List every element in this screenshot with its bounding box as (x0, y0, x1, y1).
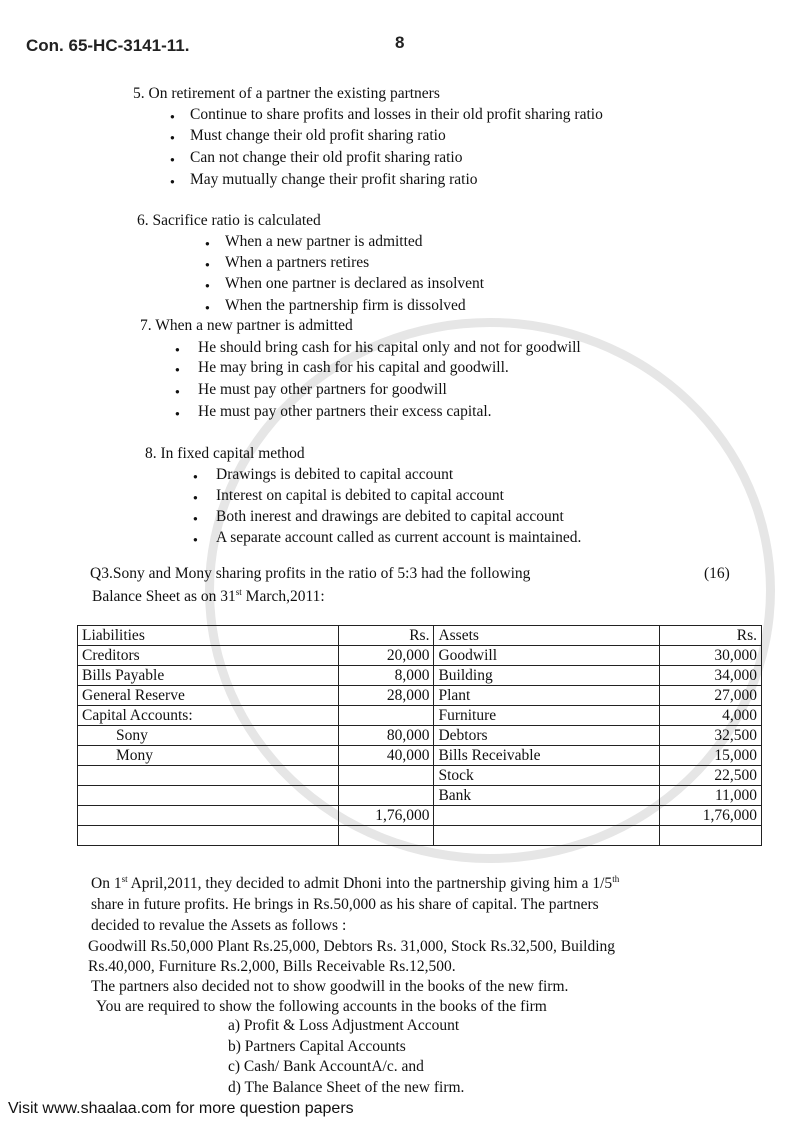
table-cell (338, 826, 434, 846)
table-cell: 28,000 (338, 686, 434, 706)
paragraph-line: Goodwill Rs.50,000 Plant Rs.25,000, Debtors Rs. 31,000, Stock Rs.32,500, Building (88, 938, 616, 955)
balance-sheet-table (77, 625, 762, 846)
question-title: 6. Sacrifice ratio is calculated (137, 212, 321, 229)
paragraph-line: The partners also decided not to show goodwill in the books of the new firm. (91, 978, 569, 995)
question-option: Both inerest and drawings are debited to capital account (216, 508, 564, 525)
table-header-row (78, 626, 762, 646)
paragraph-line: You are required to show the following accounts in the books of the firm (96, 998, 547, 1015)
table-cell: Furniture (434, 706, 660, 726)
bullet-icon: ● (175, 365, 180, 374)
table-cell: 8,000 (338, 666, 434, 686)
table-cell: 30,000 (660, 646, 762, 666)
table-row (78, 646, 762, 666)
table-row (78, 806, 762, 826)
question-option: Can not change their old profit sharing ratio (190, 149, 463, 166)
question-option: When the partnership firm is dissolved (225, 297, 466, 314)
table-cell: Plant (434, 686, 660, 706)
question-option: When one partner is declared as insolvent (225, 275, 485, 292)
table-cell: General Reserve (78, 686, 339, 706)
table-cell: Goodwill (434, 646, 660, 666)
bullet-icon: ● (193, 472, 198, 481)
table-row (78, 766, 762, 786)
footer-text: Visit www.shaalaa.com for more question papers (8, 1100, 354, 1117)
question-option: Interest on capital is debited to capital account (216, 487, 504, 504)
task-item: a) Profit & Loss Adjustment Account (228, 1017, 460, 1034)
bullet-icon: ● (193, 514, 198, 523)
question-option: He must pay other partners for goodwill (198, 381, 447, 398)
table-cell: 4,000 (660, 706, 762, 726)
table-cell: Capital Accounts: (78, 706, 339, 726)
bullet-icon: ● (170, 133, 175, 142)
table-cell: Assets (434, 626, 660, 646)
paper-code: Con. 65-HC-3141-11. (26, 36, 190, 55)
table-cell: 1,76,000 (338, 806, 434, 826)
table-cell: Debtors (434, 726, 660, 746)
question-option: Continue to share profits and losses in their old profit sharing ratio (190, 106, 603, 123)
question-option: Drawings is debited to capital account (216, 466, 454, 483)
table-cell: Mony (78, 746, 339, 766)
question-option: A separate account called as current account is maintained. (216, 529, 582, 546)
table-cell (338, 766, 434, 786)
bullet-icon: ● (205, 281, 210, 290)
table-cell (434, 826, 660, 846)
question-option: He should bring cash for his capital only and not for goodwill (198, 339, 581, 356)
question-title: 5. On retirement of a partner the existing partners (133, 85, 440, 102)
bullet-icon: ● (193, 535, 198, 544)
question-option: He must pay other partners their excess capital. (198, 403, 492, 420)
q3-marks: (16) (704, 565, 730, 582)
table-row (78, 666, 762, 686)
q3-line2: Balance Sheet as on 31st March,2011: (92, 587, 325, 606)
question-title: 8. In fixed capital method (145, 445, 305, 462)
bullet-icon: ● (175, 387, 180, 396)
question-option: When a partners retires (225, 254, 370, 271)
bullet-icon: ● (205, 303, 210, 312)
page-number: 8 (395, 33, 405, 52)
table-row (78, 706, 762, 726)
table-row (78, 746, 762, 766)
table-cell: 27,000 (660, 686, 762, 706)
task-item: b) Partners Capital Accounts (228, 1038, 406, 1055)
question-option: May mutually change their profit sharing ratio (190, 171, 478, 188)
table-cell: Bank (434, 786, 660, 806)
task-item: d) The Balance Sheet of the new firm. (228, 1079, 465, 1096)
table-cell: 11,000 (660, 786, 762, 806)
table-row (78, 826, 762, 846)
table-cell (78, 786, 339, 806)
table-cell: Liabilities (78, 626, 339, 646)
table-cell: 15,000 (660, 746, 762, 766)
table-cell (434, 806, 660, 826)
table-cell: Rs. (338, 626, 434, 646)
bullet-icon: ● (193, 493, 198, 502)
table-cell: 34,000 (660, 666, 762, 686)
table-row (78, 786, 762, 806)
table-cell: 40,000 (338, 746, 434, 766)
table-cell (338, 706, 434, 726)
table-cell: Rs. (660, 626, 762, 646)
table-cell: 32,500 (660, 726, 762, 746)
table-cell (660, 826, 762, 846)
table-cell: Bills Receivable (434, 746, 660, 766)
bullet-icon: ● (205, 260, 210, 269)
table-cell: 20,000 (338, 646, 434, 666)
table-cell (78, 766, 339, 786)
table-cell: Sony (78, 726, 339, 746)
table-row (78, 726, 762, 746)
table-cell (338, 786, 434, 806)
bullet-icon: ● (205, 239, 210, 248)
question-option: He may bring in cash for his capital and goodwill. (198, 359, 509, 376)
table-cell (78, 826, 339, 846)
table-cell: Stock (434, 766, 660, 786)
paragraph-line: decided to revalue the Assets as follows : (91, 917, 347, 934)
bullet-icon: ● (175, 409, 180, 418)
paragraph-line: share in future profits. He brings in Rs.50,000 as his share of capital. The partners (91, 896, 599, 913)
q3-line1: Q3.Sony and Mony sharing profits in the ratio of 5:3 had the following (90, 565, 531, 582)
table-cell: 22,500 (660, 766, 762, 786)
table-cell: Bills Payable (78, 666, 339, 686)
question-option: Must change their old profit sharing ratio (190, 127, 446, 144)
question-title: 7. When a new partner is admitted (140, 317, 353, 334)
bullet-icon: ● (170, 155, 175, 164)
table-row (78, 686, 762, 706)
question-option: When a new partner is admitted (225, 233, 423, 250)
bullet-icon: ● (170, 112, 175, 121)
paragraph-line: On 1st April,2011, they decided to admit Dhoni into the partnership giving him a 1/5th (91, 874, 620, 893)
bullet-icon: ● (170, 177, 175, 186)
table-cell: Building (434, 666, 660, 686)
table-cell: Creditors (78, 646, 339, 666)
task-item: c) Cash/ Bank AccountA/c. and (228, 1058, 424, 1075)
table-cell: 1,76,000 (660, 806, 762, 826)
table-cell: 80,000 (338, 726, 434, 746)
table-cell (78, 806, 339, 826)
bullet-icon: ● (175, 345, 180, 354)
paragraph-line: Rs.40,000, Furniture Rs.2,000, Bills Receivable Rs.12,500. (88, 958, 456, 975)
